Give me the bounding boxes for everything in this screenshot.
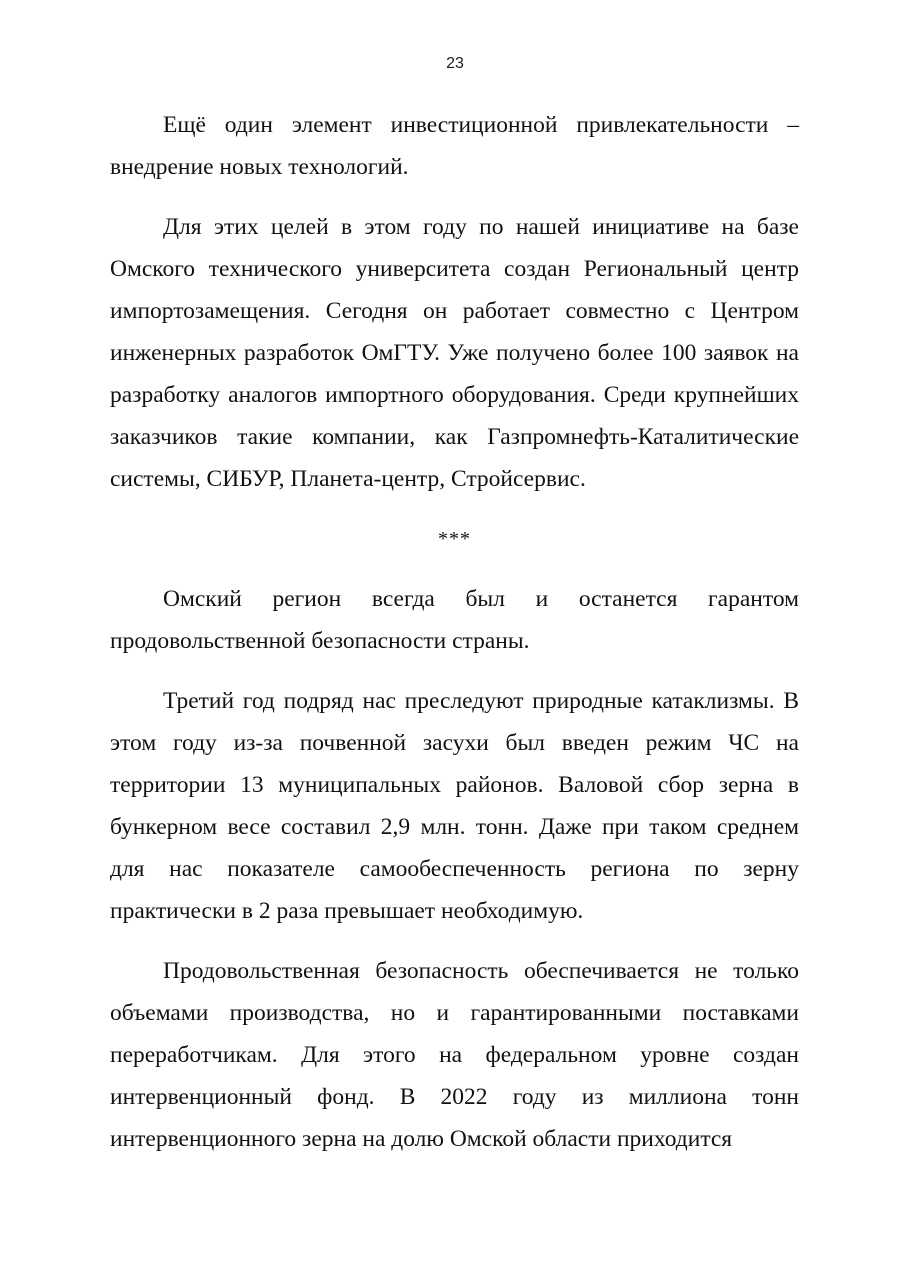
paragraph-gap xyxy=(110,500,799,518)
paragraph-gap xyxy=(110,932,799,950)
paragraph-technologies: Ещё один элемент инвестиционной привлекательности – внедрение новых технологий. xyxy=(110,112,799,180)
page-number: 23 xyxy=(446,55,464,72)
document-body xyxy=(110,104,799,1160)
paragraph-import-substitution-center: Для этих целей в этом году по нашей инициативе на базе Омского технического университета создан Региональный центр импортозамещения. Сегодня он работает совместно с Центром инженерных разработок ОмГТУ. Уже получено более 100 заявок на разработку аналогов импортного оборудования. Среди крупнейших заказчиков такие компании, как Газпромнефть-Каталитические системы, СИБУР, Планета-центр, Стройсервис. xyxy=(110,214,799,492)
paragraph-gap xyxy=(110,188,799,206)
paragraph-food-security: Омский регион всегда был и останется гарантом продовольственной безопасности страны. xyxy=(110,586,799,654)
section-separator: *** xyxy=(438,528,471,550)
paragraph-natural-disasters: Третий год подряд нас преследуют природные катаклизмы. В этом году из-за почвенной засухи был введен режим ЧС на территории 13 муниципальных районов. Валовой сбор зерна в бункерном весе составил 2,9 млн. тонн. Даже при таком среднем для нас показателе самообеспеченность региона по зерну практически в 2 раза превышает необходимую. xyxy=(110,688,799,924)
paragraph-gap xyxy=(110,560,799,578)
paragraph-gap xyxy=(110,662,799,680)
paragraph-intervention-fund: Продовольственная безопасность обеспечивается не только объемами производства, но и гарантированными поставками переработчикам. Для этого на федеральном уровне создан интервенционный фонд. В 2022 году из миллиона тонн интервенционного зерна на долю Омской области приходится xyxy=(110,958,799,1152)
